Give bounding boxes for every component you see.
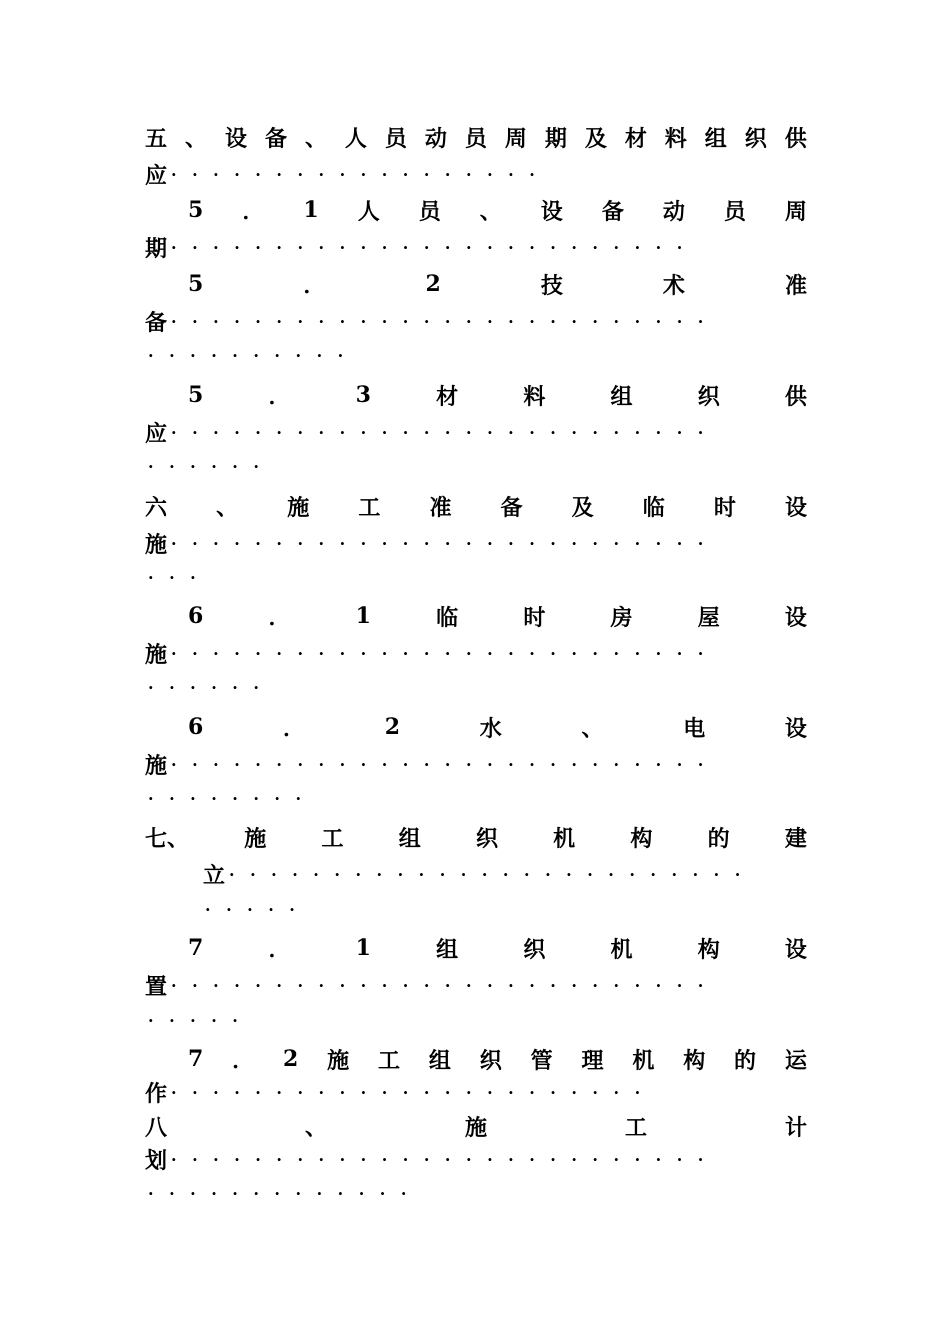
toc-entry-char: 临 <box>642 494 665 521</box>
toc-entry-char: 划 <box>145 1147 168 1174</box>
toc-entry-char: 施 <box>287 494 310 521</box>
toc-entry-char: 置 <box>145 973 168 1000</box>
dot-leader: ·················· <box>171 164 551 184</box>
toc-entry-char: 水 <box>479 715 502 742</box>
toc-entry-char: 七、 <box>145 825 190 852</box>
toc-entry-char: 、 <box>479 198 502 225</box>
toc-entry-char: 、 <box>216 494 239 521</box>
toc-entry-line <box>188 378 807 412</box>
dot-leader: ·························· <box>171 975 719 995</box>
toc-entry-char: 应 <box>145 162 168 189</box>
toc-entry-char: 时 <box>523 604 546 631</box>
toc-entry-line <box>145 489 807 523</box>
toc-entry-line <box>205 892 807 926</box>
toc-entry-char: ． <box>268 383 291 410</box>
toc-entry-char: 员 <box>464 125 487 152</box>
toc-entry-char: 管 <box>530 1047 553 1074</box>
toc-entry-char: 组 <box>398 825 421 852</box>
toc-entry-char: 施 <box>145 641 168 668</box>
dot-leader: ·········· <box>148 345 359 365</box>
dot-leader: ····· <box>148 1010 254 1030</box>
toc-entry-char: 设 <box>784 494 807 521</box>
toc-entry-char: 员 <box>723 198 746 225</box>
toc-entry-char: ． <box>283 715 306 742</box>
toc-entry-char: 机 <box>632 1047 655 1074</box>
toc-entry-line <box>145 157 807 191</box>
toc-entry-char: 设 <box>784 715 807 742</box>
toc-entry-char: 工 <box>358 494 381 521</box>
toc-entry-line <box>145 304 807 338</box>
toc-entry-char: 工 <box>378 1047 401 1074</box>
toc-entry-line <box>188 599 807 633</box>
toc-entry-line <box>145 1075 807 1109</box>
toc-entry-char: 备 <box>145 309 168 336</box>
toc-entry-char: ． <box>268 936 291 963</box>
toc-entry-char: 织 <box>475 825 498 852</box>
toc-entry-char: 准 <box>784 272 807 299</box>
toc-entry-char: 供 <box>784 383 807 410</box>
toc-entry-line <box>188 193 807 227</box>
toc-entry-char: 施 <box>145 752 168 779</box>
toc-entry-char: 2 <box>425 271 441 297</box>
toc-entry-char: 1 <box>355 935 371 961</box>
toc-entry-char: 施 <box>145 531 168 558</box>
toc-entry-line <box>145 415 807 449</box>
dot-leader: ······················· <box>171 1082 656 1102</box>
toc-entry-line <box>188 710 807 744</box>
toc-entry-char: 、 <box>581 715 604 742</box>
toc-entry-line <box>145 747 807 781</box>
toc-entry-char: 组 <box>428 1047 451 1074</box>
toc-entry-char: 立 <box>203 862 226 889</box>
toc-entry-char: 及 <box>584 125 607 152</box>
toc-entry-char: 应 <box>145 420 168 447</box>
toc-entry-char: 五 <box>145 125 168 152</box>
toc-entry-char: 5 <box>188 271 204 297</box>
dot-leader: ··· <box>148 567 212 587</box>
toc-entry-char: 7 <box>188 935 204 961</box>
toc-entry-char: 6 <box>188 603 204 629</box>
toc-entry-char: ． <box>232 1047 255 1074</box>
toc-entry-line <box>148 670 807 704</box>
toc-entry-char: 2 <box>283 1046 299 1072</box>
toc-entry-line <box>148 560 807 594</box>
toc-entry-line <box>148 1176 807 1210</box>
toc-entry-line <box>148 449 807 483</box>
toc-entry-char: 织 <box>697 383 720 410</box>
toc-entry-char: 1 <box>303 197 319 223</box>
dot-leader: ························· <box>171 237 698 257</box>
toc-entry-line <box>148 338 807 372</box>
toc-entry-char: ． <box>303 272 326 299</box>
dot-leader: ·························· <box>171 643 719 663</box>
toc-entry-char: 屋 <box>697 604 720 631</box>
toc-entry-char: 临 <box>436 604 459 631</box>
toc-entry-line <box>145 526 807 560</box>
toc-entry-char: 3 <box>355 382 371 408</box>
toc-entry-line <box>145 230 807 264</box>
toc-entry-char: ． <box>242 198 265 225</box>
toc-entry-char: 构 <box>697 936 720 963</box>
toc-entry-line <box>203 857 807 891</box>
toc-entry-char: 材 <box>436 383 459 410</box>
toc-entry-char: ． <box>268 604 291 631</box>
toc-entry-char: 准 <box>429 494 452 521</box>
toc-entry-line <box>145 1142 807 1176</box>
dot-leader: ·························· <box>171 754 719 774</box>
toc-entry-char: 机 <box>553 825 576 852</box>
toc-entry-char: 组 <box>704 125 727 152</box>
toc-entry-char: 员 <box>384 125 407 152</box>
toc-entry-char: 人 <box>344 125 367 152</box>
toc-entry-char: 备 <box>601 198 624 225</box>
toc-entry-char: 运 <box>784 1047 807 1074</box>
toc-entry-char: 2 <box>384 714 401 740</box>
toc-entry-char: 、 <box>184 125 207 152</box>
toc-entry-char: 动 <box>424 125 447 152</box>
toc-entry-char: 作 <box>145 1080 168 1107</box>
toc-entry-char: 施 <box>244 825 267 852</box>
toc-entry-line <box>148 781 807 815</box>
toc-entry-char: 八 <box>145 1114 168 1141</box>
toc-entry-char: 设 <box>784 936 807 963</box>
toc-entry-char: 织 <box>479 1047 502 1074</box>
toc-entry-char: 施 <box>464 1114 487 1141</box>
toc-entry-char: 周 <box>504 125 527 152</box>
dot-leader: ·························· <box>171 1149 719 1169</box>
toc-entry-char: 建 <box>784 825 807 852</box>
toc-entry-char: 工 <box>624 1114 647 1141</box>
toc-entry-char: 6 <box>188 714 204 740</box>
toc-entry-char: 材 <box>624 125 647 152</box>
toc-entry-char: 及 <box>571 494 594 521</box>
toc-entry-char: 机 <box>610 936 633 963</box>
toc-entry-char: 备 <box>500 494 523 521</box>
toc-entry-line <box>188 267 807 301</box>
toc-entry-char: 工 <box>321 825 344 852</box>
toc-entry-char: 备 <box>264 125 287 152</box>
toc-entry-line <box>145 636 807 670</box>
toc-entry-char: 1 <box>355 603 371 629</box>
toc-entry-char: 术 <box>662 272 685 299</box>
dot-leader: ·························· <box>171 533 719 553</box>
toc-entry-char: 计 <box>784 1114 807 1141</box>
toc-entry-char: 时 <box>713 494 736 521</box>
toc-entry-char: 的 <box>734 1047 757 1074</box>
dot-leader: ······ <box>148 456 275 476</box>
toc-entry-char: 技 <box>540 272 563 299</box>
toc-entry-char: 、 <box>304 125 327 152</box>
toc-entry-char: 期 <box>145 235 168 262</box>
toc-entry-char: 5 <box>188 382 204 408</box>
toc-entry-char: 期 <box>544 125 567 152</box>
dot-leader: ······ <box>148 677 275 697</box>
toc-entry-line <box>145 120 807 154</box>
toc-entry-char: 周 <box>784 198 807 225</box>
dot-leader: ····· <box>205 899 311 919</box>
toc-entry-line <box>145 968 807 1002</box>
toc-entry-char: 理 <box>581 1047 604 1074</box>
toc-entry-char: 员 <box>418 198 441 225</box>
dot-leader: ·························· <box>171 422 719 442</box>
toc-entry-char: 房 <box>610 604 633 631</box>
toc-entry-line <box>188 1042 807 1076</box>
toc-entry-char: 设 <box>540 198 563 225</box>
toc-entry-char: 人 <box>357 198 380 225</box>
toc-entry-char: 电 <box>683 715 706 742</box>
toc-entry-char: 料 <box>664 125 687 152</box>
toc-entry-line <box>148 1003 807 1037</box>
dot-leader: ·························· <box>171 311 719 331</box>
dot-leader: ············· <box>148 1183 422 1203</box>
toc-entry-char: 的 <box>707 825 730 852</box>
toc-entry-char: 设 <box>224 125 247 152</box>
toc-entry-char: 料 <box>523 383 546 410</box>
toc-entry-char: 织 <box>744 125 767 152</box>
toc-entry-char: 设 <box>784 604 807 631</box>
dot-leader: ························· <box>229 864 756 884</box>
dot-leader: ········ <box>148 788 317 808</box>
toc-entry-char: 施 <box>327 1047 350 1074</box>
toc-entry-char: 组 <box>436 936 459 963</box>
toc-entry-char: 5 <box>188 197 204 223</box>
toc-entry-line <box>145 820 807 854</box>
toc-entry-char: 动 <box>662 198 685 225</box>
toc-entry-char: 构 <box>630 825 653 852</box>
toc-entry-char: 、 <box>304 1114 327 1141</box>
toc-entry-line <box>188 931 807 965</box>
toc-entry-char: 7 <box>188 1046 204 1072</box>
toc-entry-char: 六 <box>145 494 168 521</box>
toc-entry-char: 组 <box>610 383 633 410</box>
toc-entry-char: 织 <box>523 936 546 963</box>
toc-entry-char: 构 <box>683 1047 706 1074</box>
toc-entry-line <box>145 1109 807 1143</box>
toc-entry-char: 供 <box>784 125 807 152</box>
